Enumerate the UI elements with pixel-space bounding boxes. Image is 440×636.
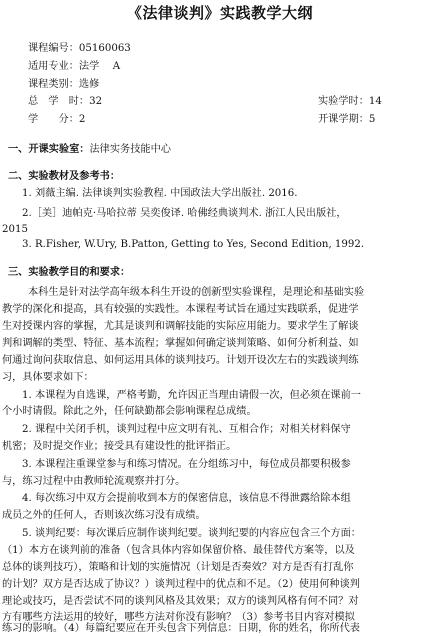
- body-line: 教学的深化和提高，具有较强的实践性。本课程考试旨在通过实践联系，促进学: [2, 304, 359, 315]
- body-line: 生对授课内容的掌握，尤其是谈判和调解技能的实际应用能力。要求学生了解谈: [2, 321, 359, 332]
- body-line: 何通过询问获取信息、如何运用具体的谈判技巧。计划开设次左右的实践谈判练: [2, 355, 359, 366]
- body-line: 总体的谈判技巧），策略和计划的实施情况（计划是否奏效？对方是否有打乱你: [2, 562, 354, 573]
- credits: 学 分：2: [28, 114, 86, 125]
- body-line: 习，具体要求如下：: [2, 372, 94, 383]
- requirement-3: 3. 本课程注重课堂参与和练习情况。在分组练习中，每位成员都要积极参: [22, 459, 351, 470]
- section1-heading: 一、开课实验室：: [8, 143, 90, 155]
- body-line: 本科生是针对法学高年级本科生开设的创新型实验课程，是理论和基础实验: [28, 287, 365, 298]
- body-line: 成员之外的任何人，否则该次练习没有成绩。: [2, 510, 206, 521]
- total-hours: 总 学 时：32: [28, 96, 103, 107]
- reference-2: 2.［美］迪帕克·马哈拉蒂 吴奕俊译. 哈佛经典谈判术. 浙江人民出版社，: [22, 208, 347, 219]
- body-line: 理论或技巧，是否尝试不同的谈判风格及其效果；双方的谈判风格有何不同？对: [2, 596, 359, 607]
- term: 开课学期：5: [318, 114, 376, 125]
- requirement-2: 2. 课程中关闭手机，谈判过程中应文明有礼、互相合作；对相关材料保守: [22, 424, 351, 435]
- lab-hours: 实验学时：14: [318, 96, 382, 107]
- section1: [8, 143, 171, 156]
- body-line: 的计划？双方是否达成了协议？）谈判过程中的优点和不足。（2）使用何种谈判: [2, 579, 360, 590]
- section3-heading: 三、实验教学目的和要求：: [8, 266, 131, 278]
- body-line: 判和调解的类型、特征、基本流程；掌握如何确定谈判策略、如何分析利益、如: [2, 338, 359, 349]
- body-line: 练习的影响。（4）每篇纪要应在开头包含下列信息：日期，你的姓名，你所代表: [2, 623, 360, 634]
- section1-text: 法律实务技能中心: [89, 144, 171, 155]
- requirement-4: 4. 每次练习中双方会提前收到本方的保密信息，该信息不得泄露给除本组: [22, 493, 351, 504]
- body-line: 方有哪些方法运用的较好，哪些方法对你没有影响？（3）参考书目内容对模拟: [2, 612, 355, 623]
- reference-1: 1. 刘薇主编. 法律谈判实验教程. 中国政法大学出版社. 2016.: [22, 188, 298, 199]
- body-line: 与，练习过程中由教师轮流观察并打分。: [2, 476, 186, 487]
- applicable-major: 适用专业：法学 A: [28, 61, 121, 72]
- body-line: 个小时请假。除此之外，任何缺勤都会影响课程总成绩。: [2, 406, 257, 417]
- requirement-1: 1. 本课程为自选课，严格考勤，允许因正当理由请假一次，但必须在课前一: [22, 390, 361, 401]
- requirement-5: 5. 谈判纪要：每次课后应制作谈判纪要。谈判纪要的内容应包含三个方面：: [22, 528, 361, 539]
- course-category: 课程类别：选修: [28, 79, 100, 90]
- reference-3: 3. R.Fisher, W.Ury, B.Patton, Getting to Yes, Second Edition, 1992.: [22, 239, 365, 250]
- body-line: （1）本方在谈判前的准备（包含具体内容如保留价格、最佳替代方案等，以及: [2, 545, 355, 556]
- reference-2-year: 2015: [2, 224, 28, 235]
- course-code: 课程编号：05160063: [28, 43, 131, 54]
- section2-heading: 二、实验教材及参考书：: [8, 170, 121, 182]
- document-title: 《法律谈判》实践教学大纲: [126, 4, 313, 22]
- body-line: 机密；及时提交作业；接受具有建设性的批评指正。: [2, 441, 237, 452]
